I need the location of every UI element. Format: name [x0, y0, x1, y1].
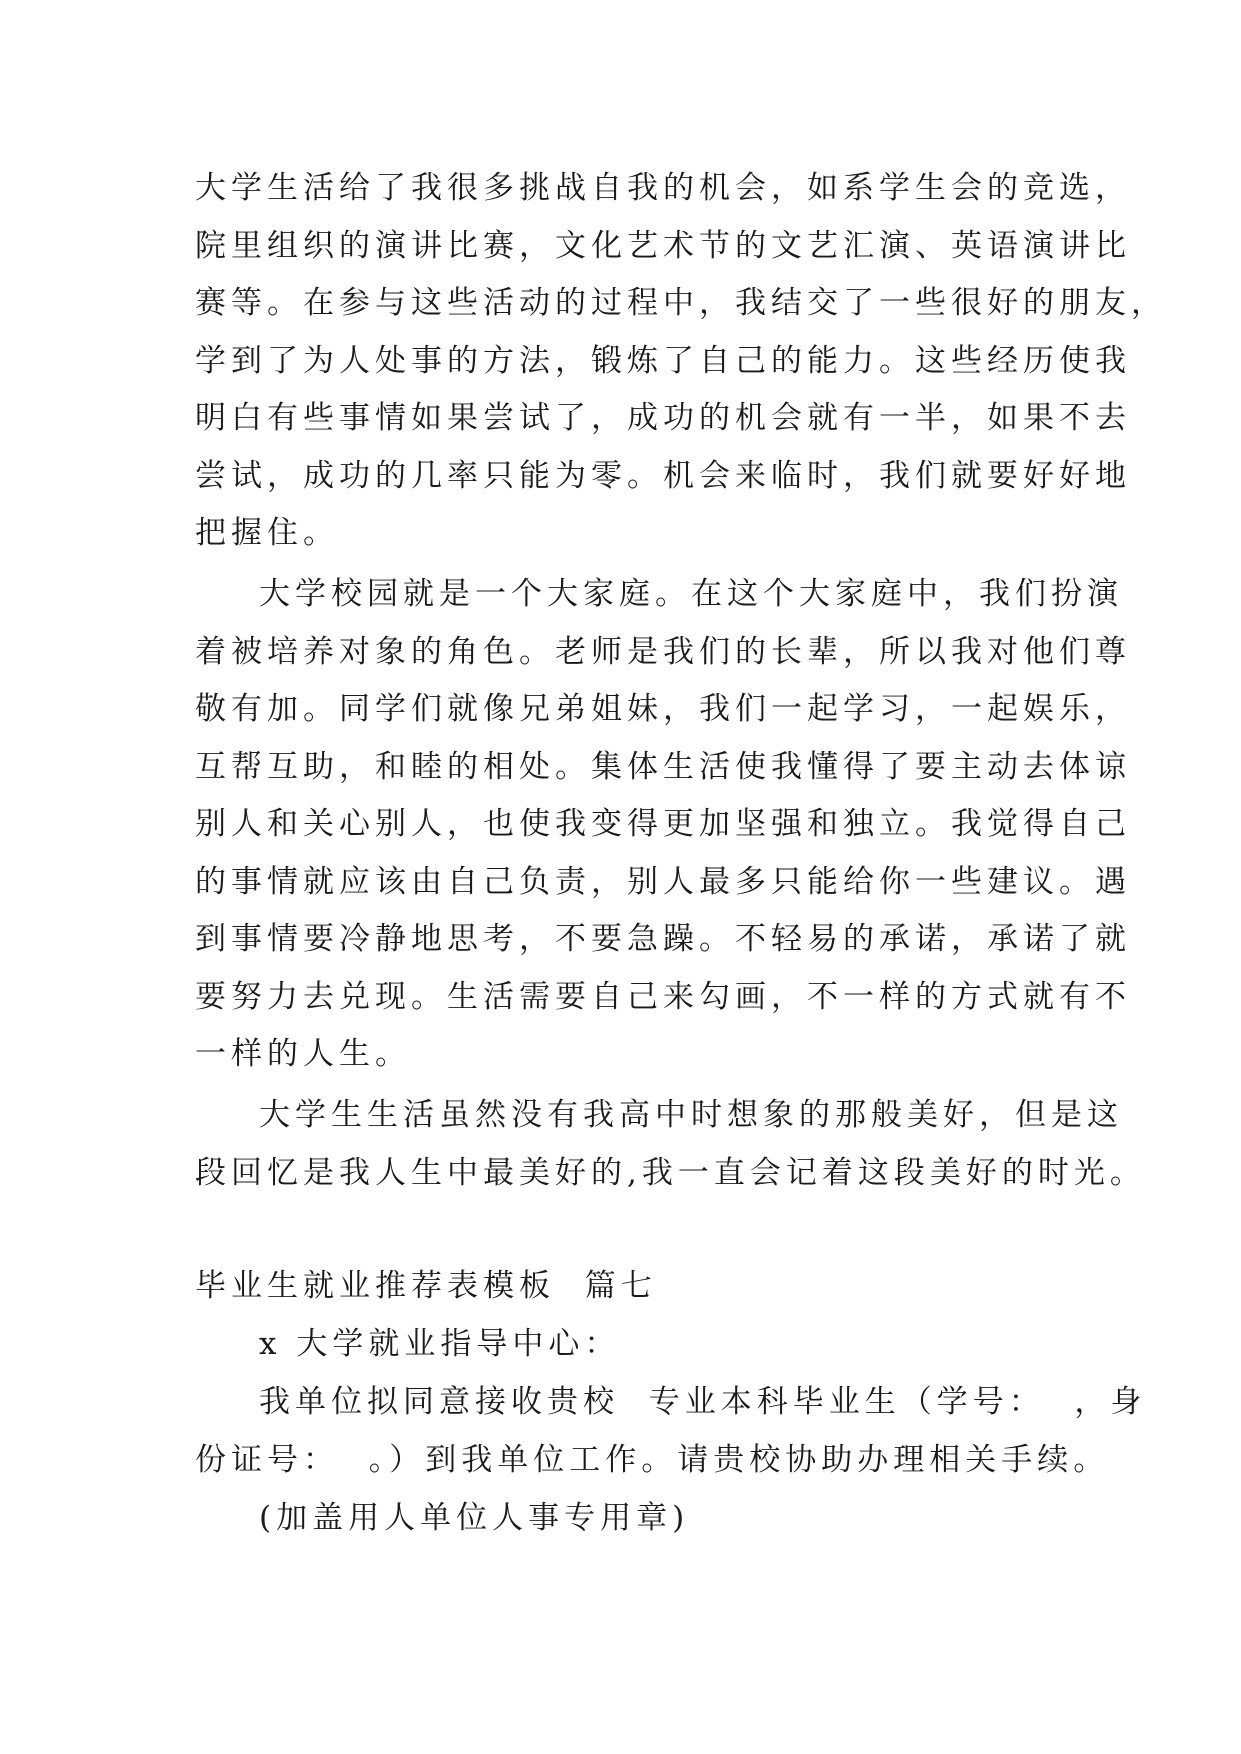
paragraph-2-line: 一样的人生。: [195, 1036, 411, 1072]
paragraph-1-line: 大学生活给了我很多挑战自我的机会，如系学生会的竞选，: [195, 170, 1131, 206]
paragraph-2-line: 大学校园就是一个大家庭。在这个大家庭中，我们扮演: [259, 576, 1123, 612]
paragraph-1-line: 明白有些事情如果尝试了，成功的机会就有一半，如果不去: [195, 400, 1131, 436]
paragraph-2-line: 着被培养对象的角色。老师是我们的长辈，所以我对他们尊: [195, 633, 1131, 670]
stamp-note-text: (加盖用人单位人事专用章): [259, 1500, 690, 1536]
paragraph-2-line: 要努力去兑现。生活需要自己来勾画，不一样的方式就有不: [195, 978, 1131, 1015]
paragraph-1: [195, 160, 1167, 563]
paragraph-1-line: 把握住。: [195, 515, 339, 551]
paragraph-2-line: 别人和关心别人，也使我变得更加坚强和独立。我觉得自己: [195, 806, 1131, 842]
section-heading: [195, 1258, 1045, 1316]
paragraph-2-line: 互帮互助，和睦的相处。集体生活使我懂得了要主动去体谅: [195, 748, 1131, 785]
paragraph-3: [195, 1087, 1146, 1202]
paragraph-1-line: 赛等。在参与这些活动的过程中，我结交了一些很好的朋友，: [195, 285, 1167, 321]
section-heading-text: 毕业生就业推荐表模板 篇七: [195, 1268, 657, 1304]
paragraph-1-line: 尝试，成功的几率只能为零。机会来临时，我们就要好好地: [195, 457, 1131, 494]
paragraph-4-line: 份证号： 。）到我单位工作。请贵校协助办理相关手续。: [195, 1441, 1110, 1478]
paragraph-2-line: 的事情就应该由自己负责，别人最多只能给你一些建议。遇: [195, 863, 1131, 900]
salutation-text: x 大学就业指导中心：: [259, 1326, 621, 1362]
paragraph-3-line: 段回忆是我人生中最美好的,我一直会记着这段美好的时光。: [195, 1154, 1146, 1191]
paragraph-4: [195, 1374, 1147, 1489]
paragraph-2: [195, 566, 1131, 1084]
stamp-note: [195, 1490, 1045, 1548]
paragraph-1-line: 院里组织的演讲比赛，文化艺术节的文艺汇演、英语演讲比: [195, 227, 1131, 264]
paragraph-3-line: 大学生生活虽然没有我高中时想象的那般美好，但是这: [259, 1097, 1123, 1133]
paragraph-1-line: 学到了为人处事的方法，锻炼了自己的能力。这些经历使我: [195, 342, 1131, 379]
paragraph-2-line: 到事情要冷静地思考，不要急躁。不轻易的承诺，承诺了就: [195, 921, 1131, 957]
paragraph-2-line: 敬有加。同学们就像兄弟姐妹，我们一起学习，一起娱乐，: [195, 691, 1131, 727]
paragraph-4-line: 我单位拟同意接收贵校 专业本科毕业生（学号： ，身: [259, 1384, 1147, 1420]
salutation: [195, 1316, 1045, 1374]
